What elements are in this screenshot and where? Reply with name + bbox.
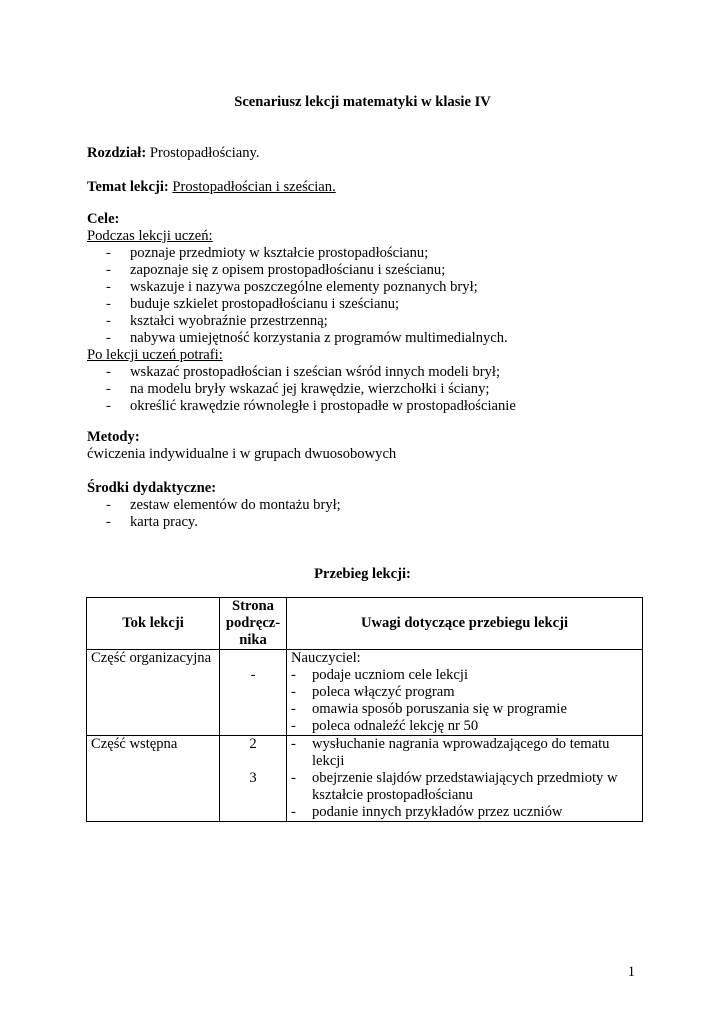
stage-cell: Część wstępna xyxy=(87,736,220,822)
list-item: - nabywa umiejętność korzystania z programów multimedialnych. xyxy=(87,330,657,347)
goals-after-heading: Po lekcji uczeń potrafi: xyxy=(87,347,223,363)
resources-heading: Środki dydaktyczne: xyxy=(87,480,217,496)
page-cell xyxy=(220,736,287,822)
page-value: 2 xyxy=(249,736,257,752)
goals-heading: Cele: xyxy=(87,211,120,227)
topic-line xyxy=(87,179,657,196)
chapter-value: Prostopadłościany. xyxy=(149,145,260,161)
course-heading: Przebieg lekcji: xyxy=(314,566,411,582)
document-title: Scenariusz lekcji matematyki w klasie IV xyxy=(234,94,491,110)
resources-list xyxy=(87,497,657,531)
list-item: - zestaw elementów do montażu brył; xyxy=(87,497,657,514)
table-header-row xyxy=(87,598,643,650)
list-item: - wskazuje i nazywa poszczególne elementy poznanych brył; xyxy=(87,279,657,296)
column-header-page: Strona podręcz-nika xyxy=(220,598,287,650)
goals-after-list xyxy=(87,364,657,415)
topic-label: Temat lekcji: xyxy=(87,179,169,195)
list-item: - poleca włączyć program xyxy=(291,684,638,701)
list-item: - buduje szkielet prostopadłościanu i sześcianu; xyxy=(87,296,657,313)
topic-value: Prostopadłościan i sześcian. xyxy=(172,179,336,195)
column-header-stage: Tok lekcji xyxy=(87,598,220,650)
table-row xyxy=(87,650,643,736)
list-item: - karta pracy. xyxy=(87,514,657,531)
goals-section xyxy=(87,211,657,415)
list-item: - podaje uczniom cele lekcji xyxy=(291,667,638,684)
notes-list xyxy=(291,736,638,821)
list-item: - poleca odnaleźć lekcję nr 50 xyxy=(291,718,638,735)
chapter-label: Rozdział: xyxy=(87,145,147,161)
page-number: 1 xyxy=(627,964,635,980)
list-item: - kształci wyobraźnie przestrzenną; xyxy=(87,313,657,330)
page-cell xyxy=(220,650,287,736)
page-value: 3 xyxy=(249,770,257,786)
notes-cell xyxy=(287,736,643,822)
notes-intro: Nauczyciel: xyxy=(291,650,361,666)
lesson-table xyxy=(86,597,643,822)
list-item: - określić krawędzie równoległe i prostopadłe w prostopadłościanie xyxy=(87,398,657,415)
list-item: - wskazać prostopadłościan i sześcian wśród innych modeli brył; xyxy=(87,364,657,381)
chapter-line xyxy=(87,145,657,162)
list-item: - omawia sposób poruszania się w programie xyxy=(291,701,638,718)
page-value: - xyxy=(250,667,256,683)
goals-during-heading: Podczas lekcji uczeń: xyxy=(87,228,213,244)
list-item: - na modelu bryły wskazać jej krawędzie, wierzchołki i ściany; xyxy=(87,381,657,398)
methods-text: ćwiczenia indywidualne i w grupach dwuosobowych xyxy=(87,446,397,462)
methods-heading: Metody: xyxy=(87,429,140,445)
table-row xyxy=(87,736,643,822)
list-item: - poznaje przedmioty w kształcie prostopadłościanu; xyxy=(87,245,657,262)
stage-cell: Część organizacyjna xyxy=(87,650,220,736)
list-item: - zapoznaje się z opisem prostopadłościanu i sześcianu; xyxy=(87,262,657,279)
notes-list xyxy=(291,667,638,735)
methods-section xyxy=(87,429,657,463)
goals-during-list xyxy=(87,245,657,347)
resources-section xyxy=(87,480,657,531)
notes-cell xyxy=(287,650,643,736)
list-item: - podanie innych przykładów przez uczniów xyxy=(291,804,638,821)
list-item: - obejrzenie slajdów przedstawiających przedmioty w kształcie prostopadłościanu xyxy=(291,770,638,804)
column-header-notes: Uwagi dotyczące przebiegu lekcji xyxy=(287,598,643,650)
list-item: - wysłuchanie nagrania wprowadzającego do tematu lekcji xyxy=(291,736,638,770)
